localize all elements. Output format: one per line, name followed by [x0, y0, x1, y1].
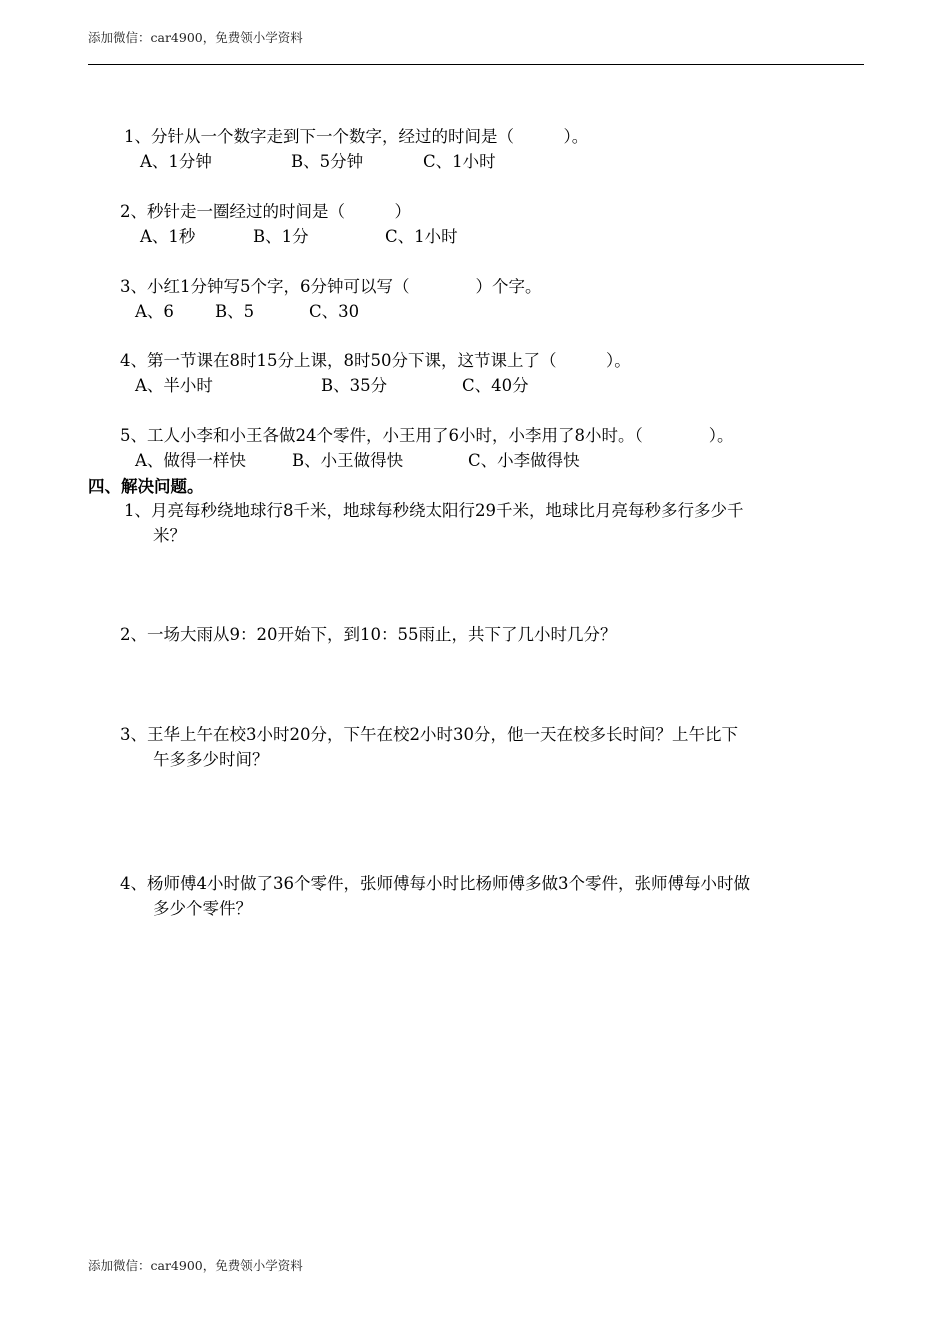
- question-1-option-b: B、5分钟: [291, 152, 364, 171]
- problem-2-line-1: 2、一场大雨从9：20开始下，到10：55雨止，共下了几小时几分？: [120, 625, 617, 644]
- question-2-option-c: C、1小时: [385, 227, 458, 246]
- question-4-option-c: C、40分: [462, 376, 529, 395]
- problem-4-line-1: 4、杨师傅4小时做了36个零件，张师傅每小时比杨师傅多做3个零件，张师傅每小时做: [120, 874, 750, 893]
- question-1-option-c: C、1小时: [423, 152, 496, 171]
- problem-4-line-2: 多少个零件？: [153, 899, 252, 918]
- problem-1-line-1: 1、月亮每秒绕地球行8千米，地球每秒绕太阳行29千米，地球比月亮每秒多行多少千: [124, 501, 744, 520]
- question-1-option-a: A、1分钟: [140, 152, 212, 171]
- question-4-option-a: A、半小时: [135, 376, 213, 395]
- section-4-heading: 四、解决问题。: [88, 477, 204, 496]
- question-2-stem: 2、秒针走一圈经过的时间是（ ）: [120, 202, 411, 221]
- question-1-stem: 1、分针从一个数字走到下一个数字，经过的时间是（ ）。: [124, 127, 589, 146]
- page-footer: 添加微信：car4900，免费领小学资料: [88, 1258, 303, 1273]
- question-3-stem: 3、小红1分钟写5个字，6分钟可以写（ ）个字。: [120, 277, 542, 296]
- header-divider: [88, 64, 864, 65]
- question-4-stem: 4、第一节课在8时15分上课，8时50分下课，这节课上了（ ）。: [120, 351, 631, 370]
- problem-3-line-2: 午多多少时间？: [153, 750, 269, 769]
- question-5-option-b: B、小王做得快: [292, 451, 404, 470]
- question-2-option-b: B、1分: [253, 227, 309, 246]
- question-5-stem: 5、工人小李和小王各做24个零件，小王用了6小时，小李用了8小时。（ ）。: [120, 426, 734, 445]
- question-5-option-c: C、小李做得快: [468, 451, 580, 470]
- question-2-option-a: A、1秒: [140, 227, 196, 246]
- problem-1-line-2: 米？: [153, 526, 186, 545]
- question-4-option-b: B、35分: [321, 376, 388, 395]
- problem-3-line-1: 3、王华上午在校3小时20分，下午在校2小时30分，他一天在校多长时间？上午比下: [120, 725, 738, 744]
- question-3-option-a: A、6: [135, 302, 174, 321]
- question-3-option-b: B、5: [215, 302, 255, 321]
- question-5-option-a: A、做得一样快: [135, 451, 246, 470]
- page-header: 添加微信：car4900，免费领小学资料: [88, 30, 303, 45]
- question-3-option-c: C、30: [309, 302, 360, 321]
